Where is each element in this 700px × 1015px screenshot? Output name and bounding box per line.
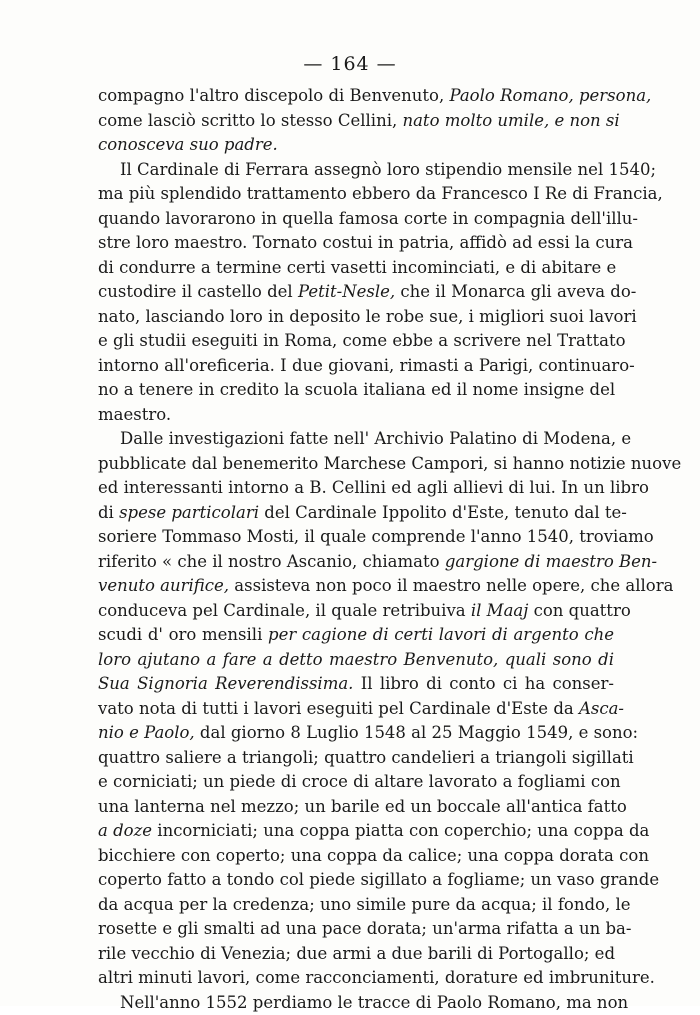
italic-run: Asca-: [579, 699, 624, 718]
text-line: [98, 501, 614, 526]
text-line: [98, 795, 614, 820]
italic-run: nio e Paolo,: [98, 723, 195, 742]
text-run: incorniciati; una coppa piatta con coperchio; una coppa da: [152, 821, 649, 840]
text-run: pubblicate dal benemerito Marchese Campori, si hanno notizie nuove: [98, 454, 681, 473]
text-line: [98, 525, 614, 550]
text-run: intorno all'oreficeria. I due giovani, rimasti a Parigi, continuaro-: [98, 356, 635, 375]
text-line: [98, 476, 614, 501]
text-run: da acqua per la credenza; uno simile pure da acqua; il fondo, le: [98, 895, 631, 914]
text-run: altri minuti lavori, come racconciamenti, dorature ed imbruniture.: [98, 968, 655, 987]
text-run: come lasciò scritto lo stesso Cellini,: [98, 111, 402, 130]
text-run: maestro.: [98, 405, 171, 424]
text-line: [98, 697, 614, 722]
text-line: [98, 721, 614, 746]
text-line: [98, 452, 614, 477]
text-run: bicchiere con coperto; una coppa da calice; una coppa dorata con: [98, 846, 649, 865]
text-line: [98, 329, 614, 354]
text-line: [98, 917, 614, 942]
text-run: no a tenere in credito la scuola italiana ed il nome insigne del: [98, 380, 615, 399]
italic-run: venuto aurifice,: [98, 576, 229, 595]
italic-run: per cagione di certi lavori di argento che: [268, 625, 614, 644]
text-run: coperto fatto a tondo col piede sigillato a fogliame; un vaso grande: [98, 870, 659, 889]
text-line: [98, 158, 614, 183]
text-run: soriere Tommaso Mosti, il quale comprende l'anno 1540, troviamo: [98, 527, 654, 546]
text-line: [98, 182, 614, 207]
text-line: [98, 84, 614, 109]
text-line: [98, 991, 614, 1015]
text-line: [98, 770, 614, 795]
text-line: [98, 623, 614, 648]
text-run: dal giorno 8 Luglio 1548 al 25 Maggio 1549, e sono:: [195, 723, 638, 742]
text-line: [98, 207, 614, 232]
italic-run: gargione di maestro Ben-: [445, 552, 657, 571]
text-line: [98, 942, 614, 967]
text-run: quando lavorarono in quella famosa corte in compagnia dell'illu-: [98, 209, 638, 228]
text-line: [98, 844, 614, 869]
text-run: del Cardinale Ippolito d'Este, tenuto dal te-: [259, 503, 627, 522]
text-line: [98, 354, 614, 379]
italic-run: nato molto umile, e non si: [402, 111, 619, 130]
text-line: [98, 893, 614, 918]
text-run: riferito « che il nostro Ascanio, chiamato: [98, 552, 445, 571]
text-run: vato nota di tutti i lavori eseguiti pel Cardinale d'Este da: [98, 699, 579, 718]
text-line: [98, 109, 614, 134]
italic-run: conosceva suo padre.: [98, 135, 278, 154]
text-line: [98, 231, 614, 256]
text-run: Il Cardinale di Ferrara assegnò loro stipendio mensile nel 1540;: [120, 160, 656, 179]
text-run: ed interessanti intorno a B. Cellini ed agli allievi di lui. In un libro: [98, 478, 649, 497]
text-run: Nell'anno 1552 perdiamo le tracce di Paolo Romano, ma non: [120, 993, 628, 1012]
text-run: e corniciati; un piede di croce di altare lavorato a fogliami con: [98, 772, 621, 791]
text-run: Dalle investigazioni fatte nell' Archivio Palatino di Modena, e: [120, 429, 631, 448]
italic-run: Sua Signoria Reverendissima.: [98, 674, 353, 693]
text-run: e gli studii eseguiti in Roma, come ebbe a scrivere nel Trattato: [98, 331, 626, 350]
text-run: di: [98, 503, 119, 522]
body-text: [98, 84, 614, 1015]
italic-run: spese particolari: [119, 503, 259, 522]
text-run: conduceva pel Cardinale, il quale retribuiva: [98, 601, 471, 620]
text-run: compagno l'altro discepolo di Benvenuto,: [98, 86, 449, 105]
text-run: Il libro di conto ci ha conser-: [353, 674, 614, 693]
text-run: assisteva non poco il maestro nelle opere, che allora: [229, 576, 673, 595]
text-line: [98, 305, 614, 330]
text-run: rile vecchio di Venezia; due armi a due barili di Portogallo; ed: [98, 944, 615, 963]
text-run: con quattro: [528, 601, 630, 620]
italic-run: il Maaj: [471, 601, 528, 620]
text-line: [98, 819, 614, 844]
text-line: [98, 868, 614, 893]
text-run: di condurre a termine certi vasetti incominciati, e di abitare e: [98, 258, 616, 277]
text-line: [98, 966, 614, 991]
text-line: [98, 599, 614, 624]
text-line: [98, 672, 614, 697]
text-run: ma più splendido trattamento ebbero da Francesco I Re di Francia,: [98, 184, 663, 203]
text-run: quattro saliere a triangoli; quattro candelieri a triangoli sigillati: [98, 748, 634, 767]
italic-run: Petit-Nesle,: [298, 282, 395, 301]
text-line: [98, 574, 614, 599]
text-run: scudi d' oro mensili: [98, 625, 268, 644]
text-line: [98, 550, 614, 575]
text-run: una lanterna nel mezzo; un barile ed un boccale all'antica fatto: [98, 797, 627, 816]
text-run: rosette e gli smalti ad una pace dorata; un'arma rifatta a un ba-: [98, 919, 631, 938]
text-run: che il Monarca gli aveva do-: [395, 282, 636, 301]
text-line: [98, 427, 614, 452]
text-line: [98, 256, 614, 281]
text-run: stre loro maestro. Tornato costui in patria, affidò ad essi la cura: [98, 233, 633, 252]
italic-run: loro ajutano a fare a detto maestro Benvenuto, quali sono di: [98, 650, 614, 669]
text-line: [98, 280, 614, 305]
italic-run: Paolo Romano, persona,: [449, 86, 651, 105]
page-number: — 164 —: [0, 53, 700, 75]
text-line: [98, 378, 614, 403]
text-run: nato, lasciando loro in deposito le robe sue, i migliori suoi lavori: [98, 307, 637, 326]
text-line: [98, 133, 614, 158]
text-line: [98, 746, 614, 771]
italic-run: a doze: [98, 821, 152, 840]
text-line: [98, 648, 614, 673]
text-run: custodire il castello del: [98, 282, 298, 301]
text-line: [98, 403, 614, 428]
